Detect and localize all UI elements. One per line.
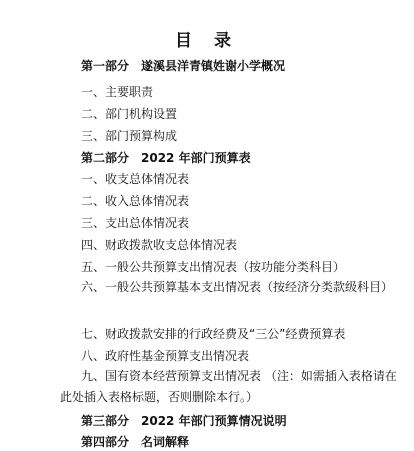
toc-item: 七、财政拨款安排的行政经费及“三公”经费预算表	[81, 327, 346, 341]
page-title: 目 录	[175, 31, 239, 51]
toc-item: 八、政府性基金预算支出情况表	[81, 349, 250, 363]
part-2-heading: 第二部分 2022 年部门预算表	[81, 151, 251, 165]
part-4-heading: 第四部分 名词解释	[81, 435, 190, 449]
toc-item: 三、支出总体情况表	[81, 216, 190, 230]
toc-item: 三、部门预算构成	[81, 129, 178, 143]
toc-item: 六、一般公共预算基本支出情况表（按经济分类款级科目）	[81, 280, 394, 294]
toc-item: 一、主要职责	[81, 85, 154, 99]
toc-item: 四、财政拨款收支总体情况表	[81, 238, 238, 252]
toc-item: 九、国有资本经营预算支出情况表 （注：如需插入表格请在此处插入表格标题，否则删除本行。）	[60, 369, 397, 404]
toc-item: 二、收入总体情况表	[81, 194, 190, 208]
part-1-heading: 第一部分 遂溪县洋青镇姓谢小学概况	[81, 59, 286, 73]
toc-item: 二、部门机构设置	[81, 107, 178, 121]
toc-item: 一、收支总体情况表	[81, 172, 190, 186]
part-3-heading: 第三部分 2022 年部门预算情况说明	[81, 414, 287, 428]
toc-item: 五、一般公共预算支出情况表（按功能分类科目）	[81, 260, 346, 274]
